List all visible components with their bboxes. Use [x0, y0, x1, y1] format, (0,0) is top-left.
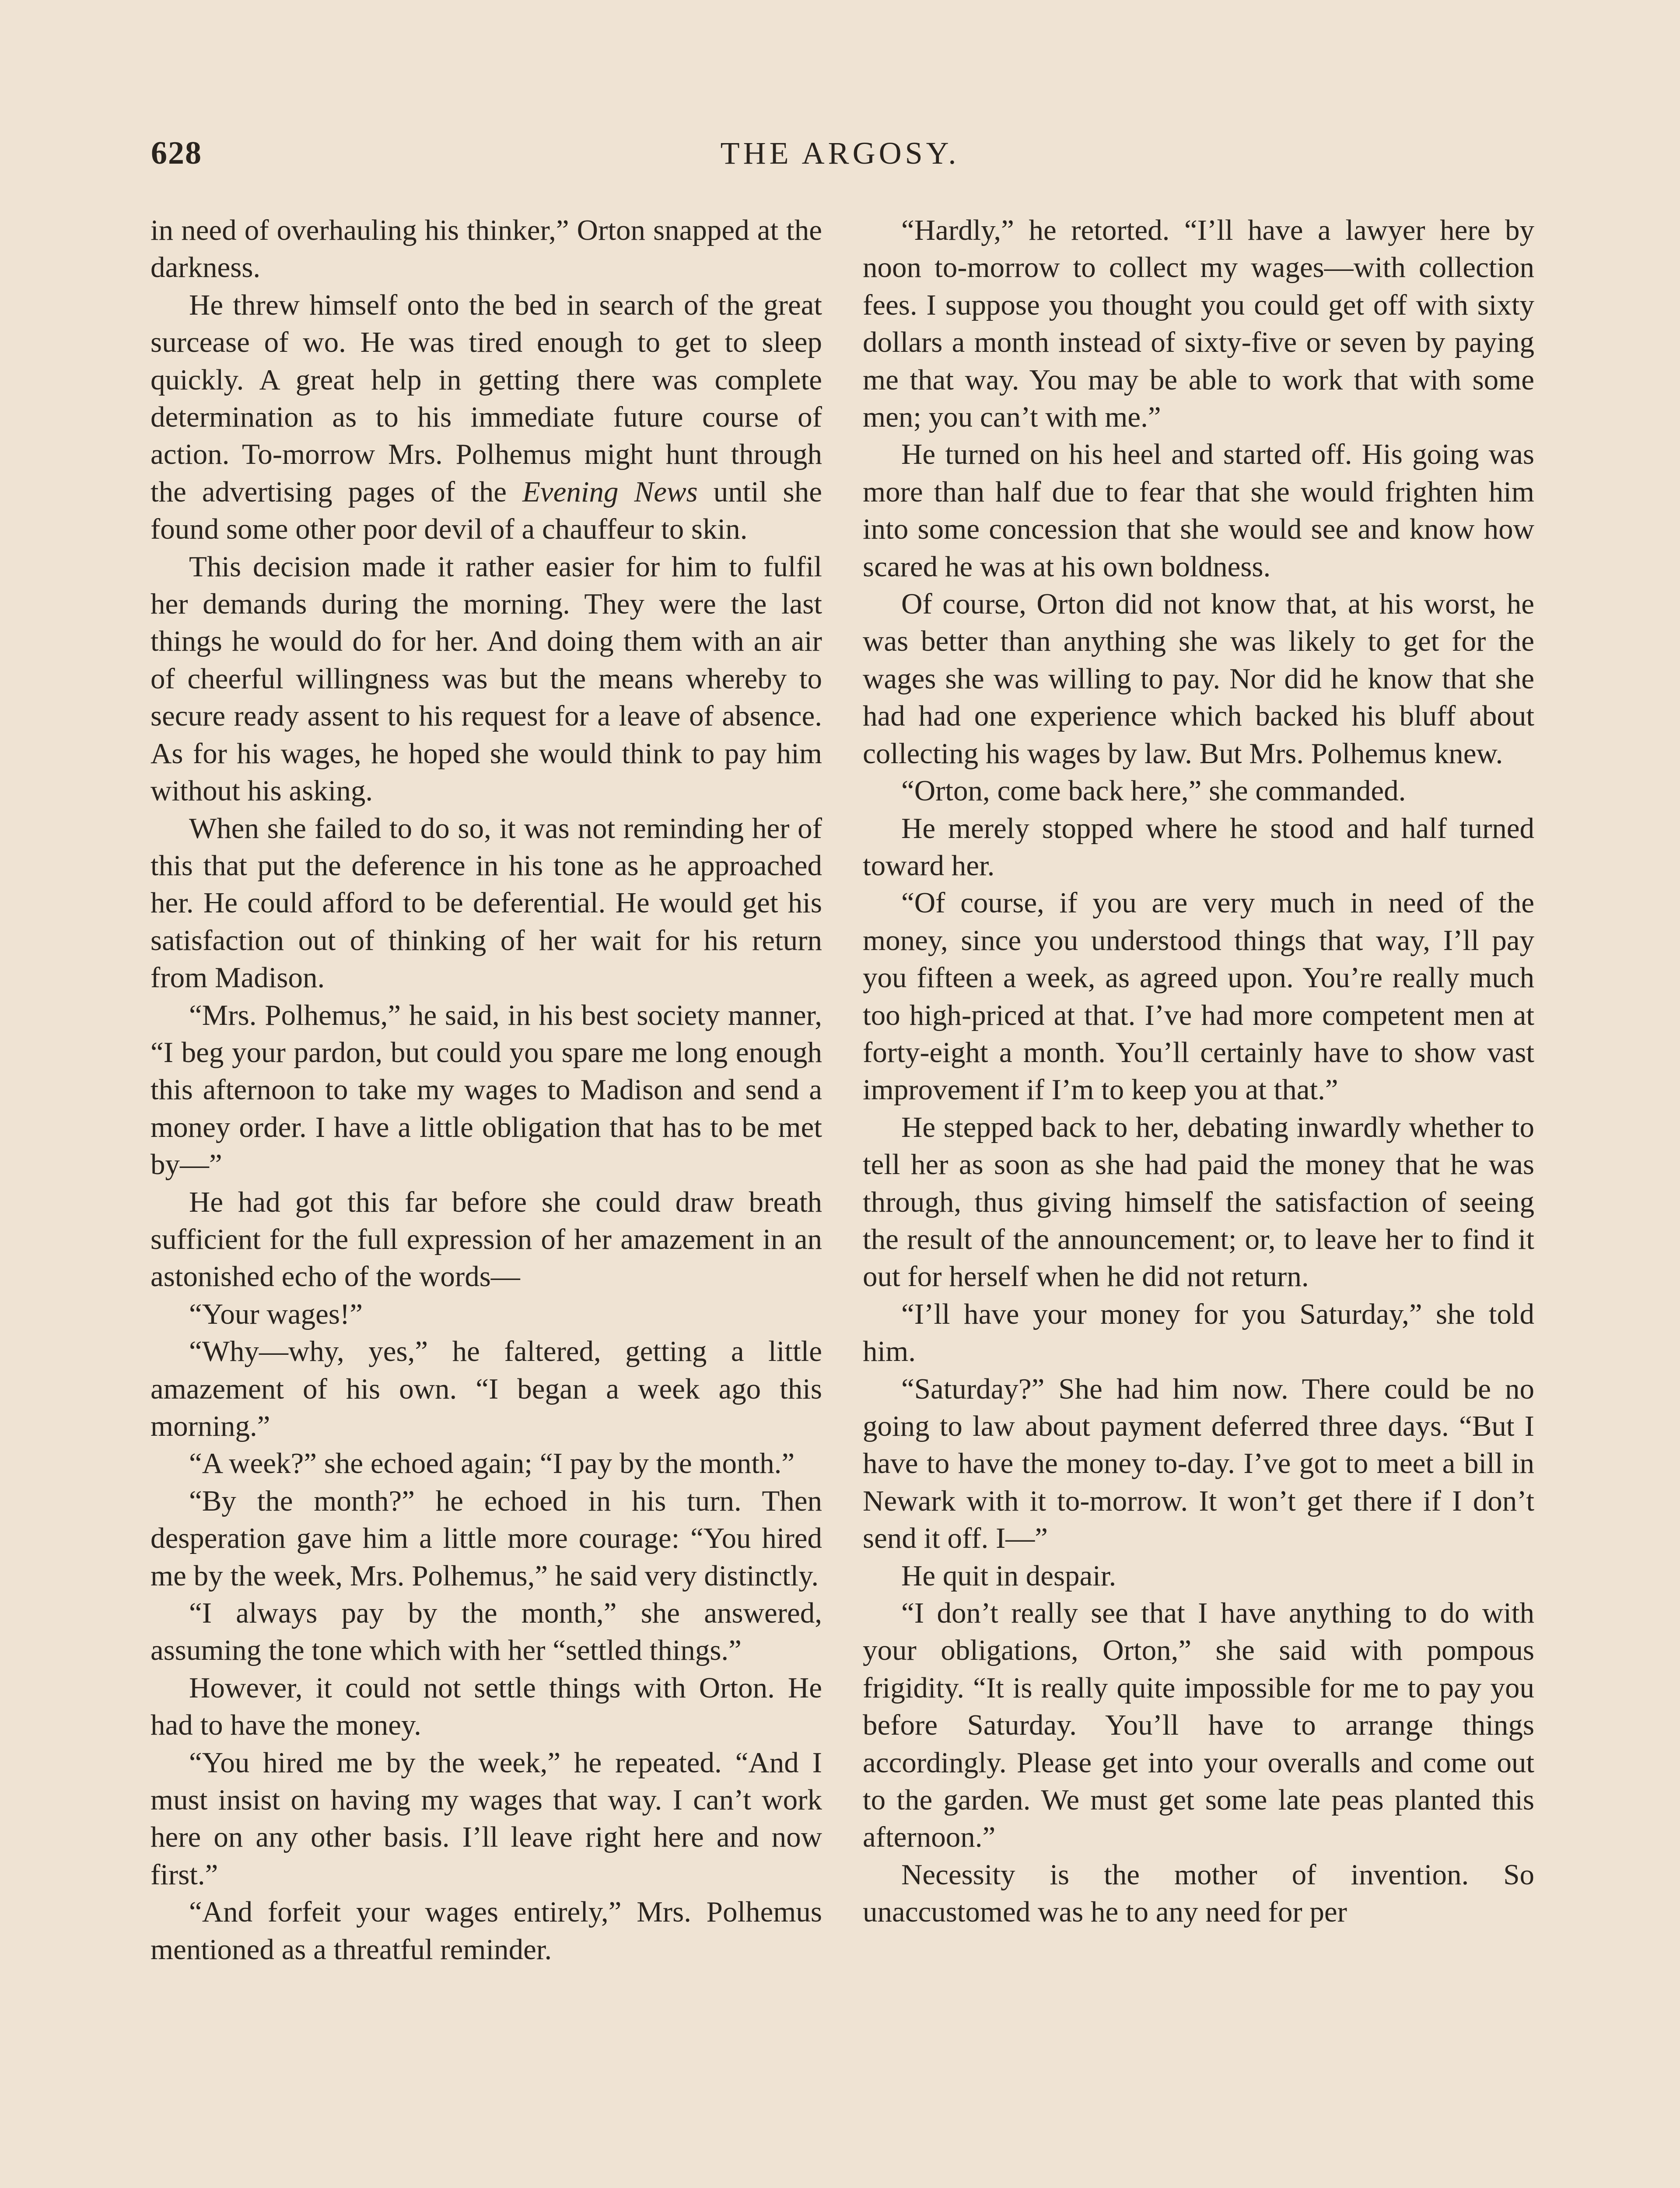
- paragraph: “Saturday?” She had him now. There could be no going to law about payment deferred three days. “But I have to have the money to-day. I’ve got to meet a bill in Newark with it to-morrow. It won’t get there if I don’t send it off. I—”: [863, 1372, 1534, 1555]
- paragraph: This decision made it rather easier for him to fulfil her demands during the morning. They were the last things he would do for her. And doing them with an air of cheerful willingness was but the means whereby to secure ready assent to his request for a leave of absence. As for his wages, he hoped she would think to pay him without his asking.: [150, 550, 822, 807]
- paragraph: He stepped back to her, debating inwardly whether to tell her as soon as she had paid the money that he was through, thus giving himself the satisfaction of seeing the result of the announcement; or, to leave her to find it out for herself when he did not return.: [863, 1111, 1534, 1293]
- paragraph: Of course, Orton did not know that, at his worst, he was better than anything she was likely to get for the wages she was willing to pay. Nor did he know that she had had one experience which backed his bluff about collecting his wages by law. But Mrs. Polhemus knew.: [863, 588, 1534, 770]
- paragraph: “By the month?” he echoed in his turn. Then desperation gave him a little more courage: “You hired me by the week, Mrs. Polhemus,” he said very distinctly.: [150, 1484, 822, 1592]
- paragraph: He turned on his heel and started off. His going was more than half due to fear that she would frighten him into some concession that she would see and know how scared he was at his own boldness.: [863, 438, 1534, 583]
- page-header: [0, 131, 1680, 175]
- paragraph: “Of course, if you are very much in need of the money, since you understood things that way, I’ll pay you fifteen a week, as agreed upon. You’re really much too high-priced at that. I’ve had more competent men at forty-eight a month. You’ll certainly have to show vast improvement if I’m to keep you at that.”: [863, 887, 1534, 1106]
- text-column-left: [150, 212, 822, 2188]
- running-head: THE ARGOSY.: [720, 136, 960, 171]
- paragraph: “I’ll have your money for you Saturday,” she told him.: [863, 1297, 1534, 1368]
- page-number: 628: [151, 135, 202, 171]
- paragraph: “I always pay by the month,” she answered, assuming the tone which with her “settled things.”: [150, 1597, 822, 1667]
- paragraph: “And forfeit your wages entirely,” Mrs. Polhemus mentioned as a threatful reminder.: [150, 1896, 822, 1966]
- paragraph: “I don’t really see that I have anything to do with your obligations, Orton,” she said with pompous frigidity. “It is really quite impossible for me to pay you before Saturday. You’ll have to arrange things accordingly. Please get into your overalls and come out to the garden. We must get some late peas planted this afternoon.”: [863, 1597, 1534, 1854]
- paragraph: in need of overhauling his thinker,” Orton snapped at the darkness.: [150, 214, 822, 284]
- paragraph: “Mrs. Polhemus,” he said, in his best society manner, “I beg your pardon, but could you spare me long enough this afternoon to take my wages to Madison and send a money order. I have a little obligation that has to be met by—”: [150, 999, 822, 1181]
- paragraph: Necessity is the mother of invention. So unaccustomed was he to any need for per: [863, 1858, 1534, 1929]
- paragraph: “You hired me by the week,” he repeated. “And I must insist on having my wages that way. I can’t work here on any other basis. I’ll leave right here and now first.”: [150, 1746, 822, 1891]
- paragraph: He had got this far before she could draw breath sufficient for the full expression of her amazement in an astonished echo of the words—: [150, 1185, 822, 1293]
- paragraph: He merely stopped where he stood and half turned toward her.: [863, 812, 1534, 882]
- paragraph: “Your wages!”: [189, 1297, 363, 1330]
- paragraph: However, it could not settle things with Orton. He had to have the money.: [150, 1671, 822, 1742]
- paragraph: He threw himself onto the bed in search of the great surcease of wo. He was tired enough to get to sleep quickly. A great help in getting there was complete determination as to his immediate future course of action. To-morrow Mrs. Polhemus might hunt through the advertising pages of the Evening News until she found some other poor devil of a chauffeur to skin.: [150, 288, 822, 546]
- paragraph: “Orton, come back here,” she commanded.: [901, 775, 1406, 807]
- paragraph: “Hardly,” he retorted. “I’ll have a lawyer here by noon to-morrow to collect my wages—with collection fees. I suppose you thought you could get off with sixty dollars a month instead of sixty-five or seven by paying me that way. You may be able to work that with some men; you can’t with me.”: [863, 214, 1534, 434]
- text-column-right: [863, 212, 1534, 2188]
- paragraph: “Why—why, yes,” he faltered, getting a little amazement of his own. “I began a week ago this morning.”: [150, 1335, 822, 1442]
- paragraph: “A week?” she echoed again; “I pay by the month.”: [189, 1447, 795, 1480]
- paragraph: When she failed to do so, it was not reminding her of this that put the deference in his tone as he approached her. He could afford to be deferential. He would get his satisfaction out of thinking of her wait for his return from Madison.: [150, 812, 822, 994]
- paragraph: He quit in despair.: [901, 1559, 1116, 1592]
